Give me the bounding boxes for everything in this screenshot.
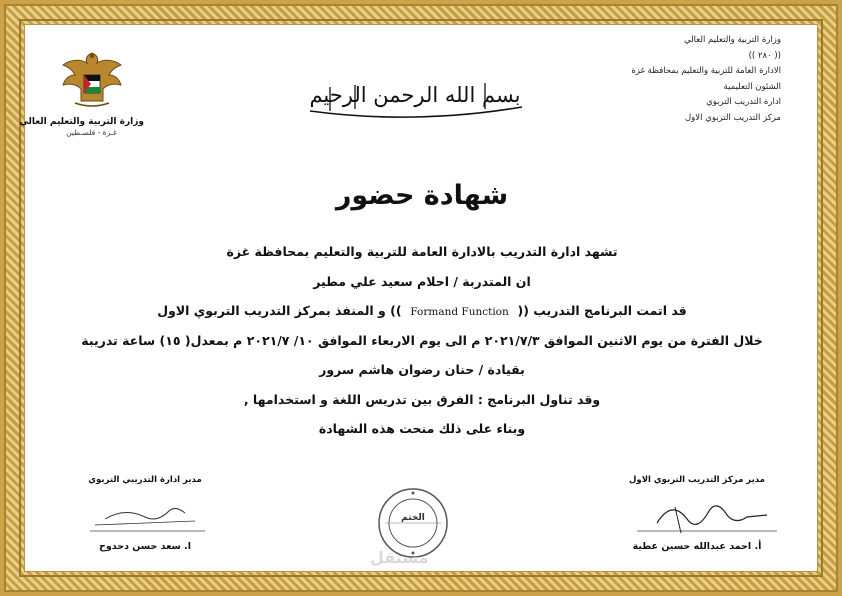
body-line-trainee: ان المتدربة / احلام سعيد علي مطير <box>313 273 531 289</box>
emblem-ministry-label: وزارة التربية والتعليم العالي <box>19 117 144 127</box>
signature-center-director <box>597 475 797 552</box>
signature-training-director <box>45 475 245 552</box>
signature-left-name: ا. سعد حسن دحدوح <box>98 541 191 552</box>
basmala-text: بسم الله الرحمن الرحيم <box>309 83 521 107</box>
watermark-logo: مستقل <box>370 548 429 567</box>
emblem-city-label: غـزة - فلسـطين <box>66 128 117 137</box>
body-line-trainer: بقيادة / حنان رضوان هاشم سرور <box>319 362 525 377</box>
certificate-paper <box>19 24 818 572</box>
header-training-center: مركز التدريب التربوي الاول <box>685 112 781 123</box>
body-line-topic: وقد تناول البرنامج : الفرق بين تدريس اللغة و استخدامها , <box>243 391 601 407</box>
header-directorate: الادارة العامة للتربية والتعليم بمحافظة غزة <box>631 66 781 76</box>
body-line-closing: وبناء على ذلك منحت هذه الشهادة <box>318 421 526 436</box>
header-ministry: وزارة التربية والتعليم العالي <box>683 35 781 45</box>
certificate-body <box>65 237 779 444</box>
program-suffix: )) و المنفذ بمركز التدريب التربوي الاول <box>157 303 402 318</box>
body-line-issuer: تشهد ادارة التدريب بالادارة العامة للتربية والتعليم بمحافظة غزة <box>226 244 618 259</box>
signature-right-title: مدير مركز التدريب التربوي الاول <box>629 475 765 485</box>
signature-right-name: أ. احمد عبدالله حسين عطية <box>632 541 762 552</box>
handwritten-signature-right <box>597 489 797 539</box>
header-affairs: الشئون التعليمية <box>723 81 781 92</box>
stamp-label: الختم <box>401 513 425 523</box>
basmala-calligraphy <box>300 67 530 123</box>
header-training-admin: ادارة التدريب التربوي <box>706 97 781 107</box>
issuer-header <box>571 33 781 126</box>
body-line-program <box>65 296 779 326</box>
palestinian-eagle-emblem-icon <box>39 45 144 115</box>
program-prefix: قد اتمت البرنامج التدريب (( <box>517 303 687 318</box>
certificate-title: شهادة حضور <box>335 180 509 211</box>
handwritten-signature-left <box>45 489 245 539</box>
ministry-emblem <box>19 45 144 137</box>
signature-left-title: مدير ادارة التدريبي التربوي <box>88 475 202 485</box>
body-line-period: خلال الفترة من يوم الاثنين الموافق ٢٠٢١/٧/٣ م الى يوم الاربعاء الموافق ١٠/ ٢٠٢١/٧ م بمعدل( ١٥) ساعة تدريبة <box>81 332 763 348</box>
program-name: Formand Function <box>410 306 509 318</box>
header-number: (( ٢٨٠ )) <box>748 50 781 61</box>
